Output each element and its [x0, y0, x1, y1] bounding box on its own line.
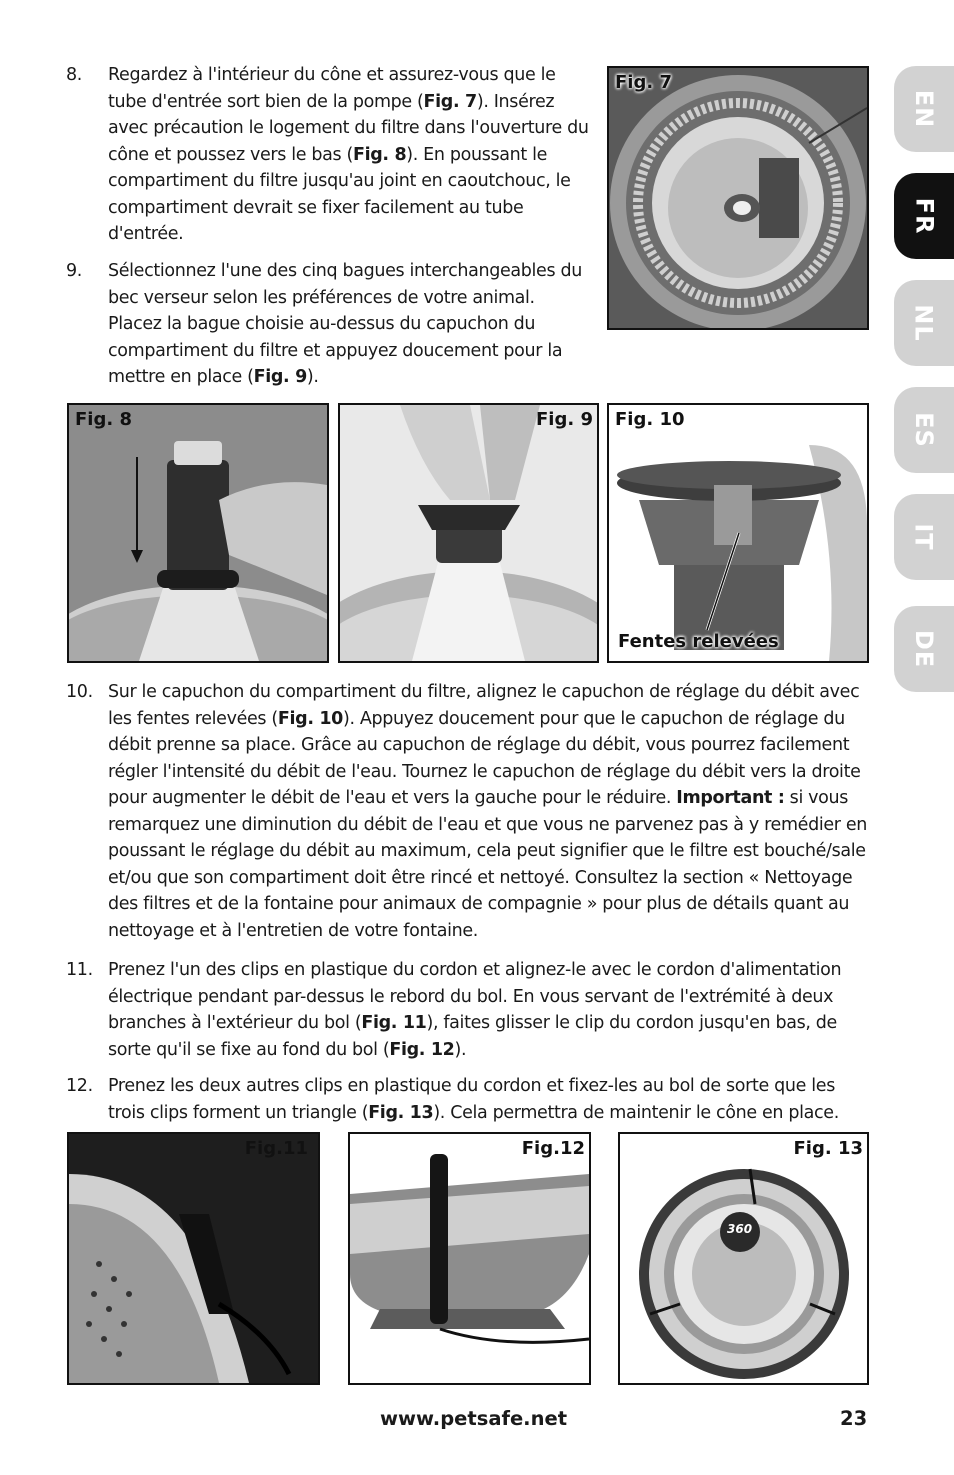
bold-reference: Fig. 10 [277, 708, 344, 729]
flow-cap-image [609, 405, 867, 661]
text-segment: Sélectionnez l'une des cinq bagues interchangeables du bec verseur selon les préférences de votre animal. Placez la bague choisie au-dessus du capuchon du compartiment du filtre et appuyez doucement pour la mettre en place ( [108, 261, 582, 387]
text-segment: Regardez à l'intérieur du cône et assurez-vous que le tube d'entrée sort bien de la pompe ( [108, 65, 556, 112]
tab-label: DE [909, 629, 938, 669]
text-segment: Sur le capuchon du compartiment du filtre, alignez le capuchon de réglage du débit avec les fentes relevées ( [108, 682, 860, 729]
tab-label: ES [910, 412, 938, 448]
tab-nl[interactable] [894, 280, 954, 366]
figure-11-photo [67, 1132, 320, 1385]
text-segment: ). Appuyez doucement pour que le capuchon de réglage du débit prenne sa place. Grâce au capuchon de réglage du débit, vous pourrez facilement régler l'intensité du débit de l'eau. Tournez le capuchon de réglage du débit vers la droite pour augmenter le débit de l'eau et vers la gauche pour le réduire. [108, 708, 861, 808]
text-segment: si vous remarquez une diminution du débit de l'eau et que vous ne parvenez pas à y remédier en poussant le réglage du débit au maximum, cela peut signifier que le filtre est bouché/sale et/ou que son compartiment doit être rincé et nettoyé. Consultez la section « Nettoyage des filtres et de la fontaine pour animaux de compagnie » pour plus de détails quant au nettoyage et à l'entretien de votre fontaine. [108, 788, 867, 941]
text-segment: ). [454, 1039, 467, 1060]
figure-13-photo [618, 1132, 869, 1385]
tab-label: EN [909, 89, 938, 129]
step-text [108, 258, 591, 391]
bold-reference: Fig. 7 [423, 91, 477, 112]
text-segment: ). Insérez avec précaution le logement du filtre dans l'ouverture du cône et poussez vers le bas ( [108, 91, 589, 165]
step-number: 9. [66, 261, 82, 281]
step-text [108, 679, 871, 944]
tab-label: NL [909, 304, 938, 342]
figure-12-photo [348, 1132, 591, 1385]
figure-8-photo [67, 403, 329, 663]
text-segment: Prenez l'un des clips en plastique du cordon et alignez-le avec le cordon d'alimentation électrique pendant par-dessus le rebord du bol. En vous servant de l'extrémité à deux branches à l'extérieur du bol ( [108, 960, 842, 1033]
text-segment: ). Cela permettra de maintenir le cône en place. [433, 1102, 839, 1123]
text-segment: ), faites glisser le clip du cordon jusqu'en bas, de sorte qu'il se fixe au fond du bol ( [108, 1013, 837, 1060]
bold-reference: Fig. 13 [368, 1102, 434, 1123]
callout-label: Fentes relevées [618, 631, 779, 652]
website-url: www.petsafe.net [380, 1407, 568, 1430]
clips-triangle-image [620, 1134, 867, 1383]
text-segment: ). En poussant le compartiment du filtre jusqu'au joint en caoutchouc, le compartiment devrait se fixer facilement au tube d'entrée. [108, 144, 571, 244]
page-number: 23 [840, 1407, 868, 1430]
figure-9-photo [338, 403, 599, 663]
bold-reference: Fig. 8 [352, 144, 407, 165]
tab-it[interactable] [894, 494, 954, 580]
cone-interior-image [609, 68, 867, 328]
bold-reference: Fig. 9 [253, 367, 307, 387]
cord-clip-bottom-image [350, 1134, 589, 1383]
figure-label: Fig. 10 [615, 409, 685, 430]
step-text [108, 62, 591, 248]
step-number: 8. [66, 65, 82, 85]
filter-insertion-image [69, 405, 327, 661]
figure-label: Fig. 13 [793, 1138, 863, 1159]
figure-label: Fig. 8 [75, 409, 132, 430]
cord-clip-outside-image [69, 1134, 318, 1383]
step-number: 12. [66, 1076, 93, 1096]
step-text [108, 957, 871, 1063]
figure-label: Fig. 9 [536, 409, 593, 430]
figure-label: Fig.12 [521, 1138, 585, 1159]
figure-10-photo [607, 403, 869, 663]
figure-label: Fig. 7 [615, 72, 672, 93]
logo-360: 360 [727, 1222, 753, 1236]
bold-reference: Fig. 12 [389, 1039, 455, 1060]
spout-ring-image [340, 405, 597, 661]
tab-de[interactable] [894, 606, 954, 692]
bold-reference: Important : [676, 788, 785, 808]
step-text [108, 1073, 871, 1126]
tab-es[interactable] [894, 387, 954, 473]
tab-en[interactable] [894, 66, 954, 152]
figure-7-photo [607, 66, 869, 330]
bold-reference: Fig. 11 [361, 1013, 427, 1033]
tab-label: FR [910, 197, 938, 235]
tab-fr[interactable] [894, 173, 954, 259]
tab-label: IT [910, 523, 938, 551]
text-segment: ). [306, 367, 319, 387]
step-number: 10. [66, 682, 93, 702]
figure-label: Fig.11 [244, 1138, 308, 1159]
step-number: 11. [66, 960, 93, 980]
text-segment: Prenez les deux autres clips en plastique du cordon et fixez-les au bol de sorte que les trois clips forment un triangle ( [108, 1076, 835, 1123]
